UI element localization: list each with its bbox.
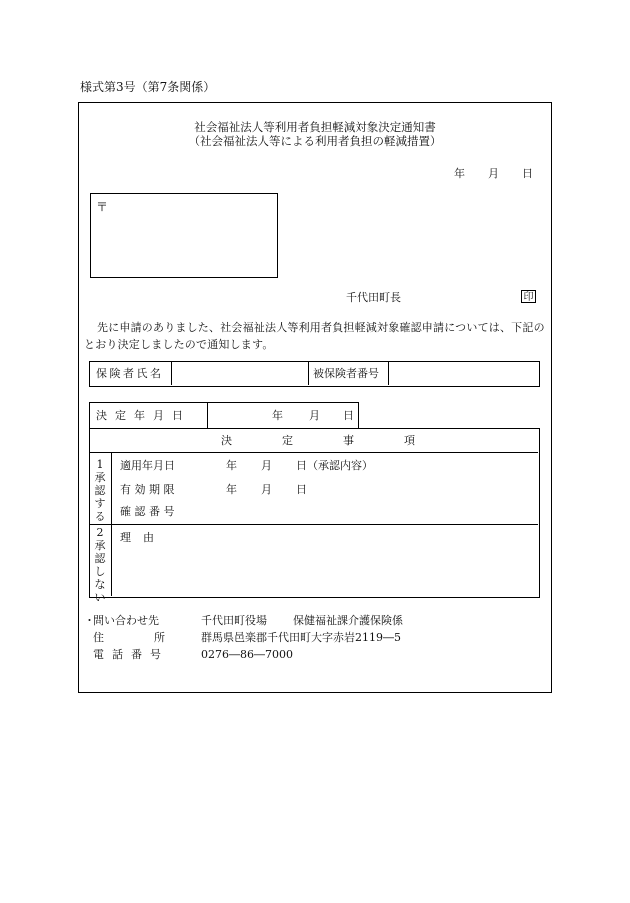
phone-label: 電話番号 xyxy=(93,648,169,661)
validity-month[interactable]: 月 xyxy=(261,483,272,496)
inquiry-label: 問い合わせ先 xyxy=(93,614,159,627)
inquiry-department: 保健福祉課介護保険係 xyxy=(293,614,403,627)
notice-body-text: 先に申請のありました、社会福祉法人等利用者負担軽減対象確認申請については、下記のとおり決定しましたので通知します。 xyxy=(84,321,545,351)
decision-date-day[interactable]: 日 xyxy=(343,409,354,422)
address-value: 群馬県邑楽郡千代田町大字赤岩2119―5 xyxy=(201,631,401,644)
notice-title: 社会福祉法人等利用者負担軽減対象決定通知書 xyxy=(194,120,436,134)
decision-table xyxy=(89,428,540,604)
contact-bullet: ・ xyxy=(84,614,95,627)
phone-value: 0276―86―7000 xyxy=(201,648,293,661)
notice-subtitle: （社会福祉法人等による利用者負担の軽減措置） xyxy=(188,134,442,148)
divider xyxy=(308,362,309,385)
date-month: 月 xyxy=(488,167,499,180)
insured-number-label: 被保険者番号 xyxy=(313,367,379,380)
date-year: 年 xyxy=(454,167,465,180)
approve-side-label: 1 承 認 す る xyxy=(94,458,106,523)
divider xyxy=(171,362,172,385)
validity-day[interactable]: 日 xyxy=(296,483,307,496)
insured-name-label: 保険者氏名 xyxy=(96,367,164,380)
form-number: 様式第3号（第7条関係） xyxy=(80,80,216,94)
divider xyxy=(111,453,112,596)
form-frame xyxy=(78,102,552,693)
decision-date-label: 決定年月日 xyxy=(96,409,191,422)
reason-label: 理由 xyxy=(120,531,166,544)
divider xyxy=(207,403,208,429)
address-label: 住所 xyxy=(93,631,215,644)
validity-label: 有効期限 xyxy=(120,483,178,496)
divider xyxy=(90,524,538,525)
divider xyxy=(388,362,389,385)
decision-date-month[interactable]: 月 xyxy=(309,409,320,422)
inquiry-office: 千代田町役場 xyxy=(201,614,267,627)
issuer-name: 千代田町長 xyxy=(346,291,401,304)
confirmation-number-label: 確認番号 xyxy=(120,505,178,518)
insured-name-field[interactable] xyxy=(176,362,306,385)
seal-stamp: 印 xyxy=(521,290,536,303)
date-day: 日 xyxy=(522,167,533,180)
divider xyxy=(90,452,538,453)
decision-date-year[interactable]: 年 xyxy=(272,409,283,422)
decision-date-tab xyxy=(89,402,359,429)
application-date-month[interactable]: 月 xyxy=(261,459,272,472)
validity-year[interactable]: 年 xyxy=(226,483,237,496)
reject-side-label: 2 承 認 し な い xyxy=(94,526,106,604)
recipient-address-box[interactable] xyxy=(90,193,278,278)
application-date-day-note: 日（承認内容） xyxy=(296,459,373,472)
insured-person-table xyxy=(89,361,540,387)
decision-header: 決定事項 xyxy=(221,434,465,447)
insured-number-field[interactable] xyxy=(394,362,534,385)
application-date-year[interactable]: 年 xyxy=(226,459,237,472)
postal-mark: 〒 xyxy=(96,200,109,214)
application-date-label: 適用年月日 xyxy=(120,459,175,472)
